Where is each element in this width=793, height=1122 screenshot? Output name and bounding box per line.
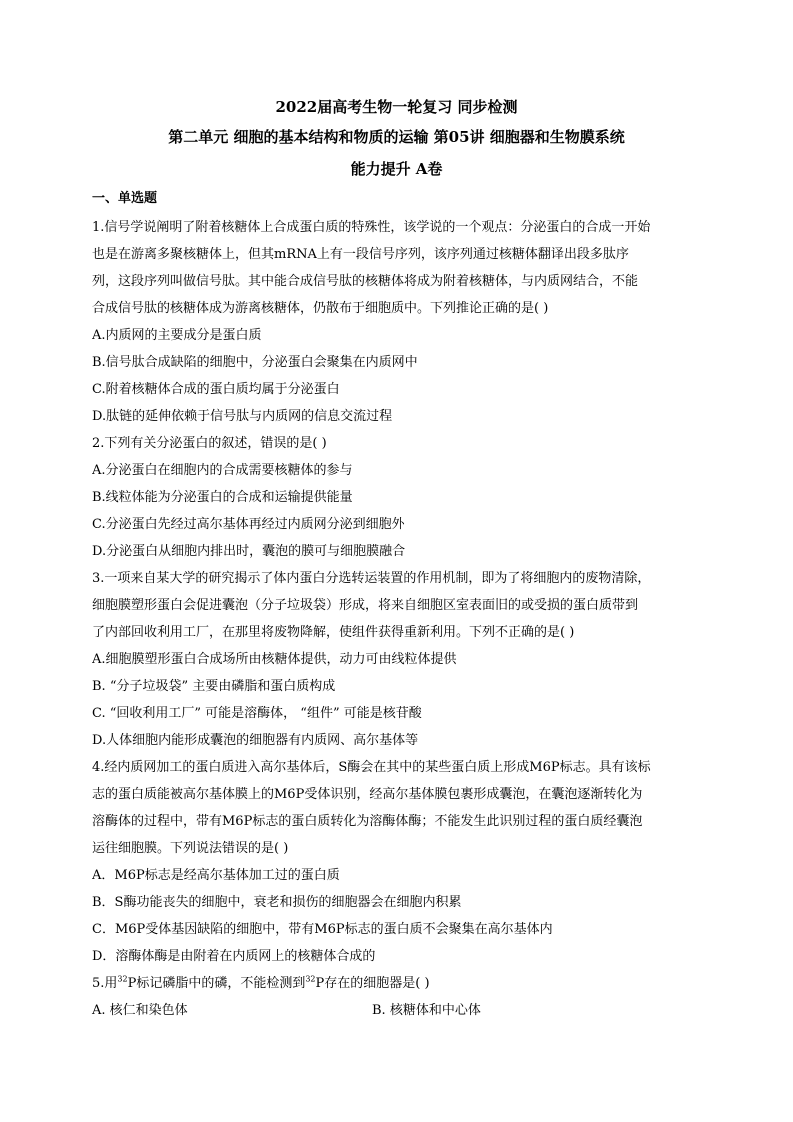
q1-stem-line-4: 合成信号肽的核糖体成为游离核糖体，仍散布于细胞质中。下列推论正确的是( ) [92, 301, 549, 316]
title-line-2: 第二单元 细胞的基本结构和物质的运输 第05讲 细胞器和生物膜系统 [168, 128, 625, 146]
q4-stem-line-2: 志的蛋白质能被高尔基体膜上的M6P受体识别，经高尔基体膜包裹形成囊泡，在囊泡逐渐转化为 [92, 787, 643, 802]
q4-option-b: B．S酶功能丧失的细胞中，衰老和损伤的细胞器会在细胞内积累 [92, 895, 462, 910]
q3-stem-line-3: 了内部回收利用工厂，在那里将废物降解，使组件获得重新利用。下列不正确的是( ) [92, 625, 575, 640]
q5-option-b: B. 核糖体和中心体 [372, 1003, 481, 1018]
q3-option-c: C. “回收利用工厂” 可能是溶酶体， “组件” 可能是核苷酸 [92, 706, 422, 721]
q5-stem [92, 970, 708, 997]
q2-stem: 2.下列有关分泌蛋白的叙述，错误的是( ) [92, 436, 327, 451]
title-line-3: 能力提升 A卷 [350, 160, 443, 178]
q5-stem-pre: 5.用 [92, 976, 118, 991]
q2-option-c: C.分泌蛋白先经过高尔基体再经过内质网分泌到细胞外 [92, 517, 405, 532]
q1-option-a: A.内质网的主要成分是蛋白质 [92, 328, 262, 343]
section-heading: 一、单选题 [92, 191, 158, 206]
q1-stem-line-2: 也是在游离多聚核糖体上，但其mRNA上有一段信号序列，该序列通过核糖体翻译出段多肽序 [92, 247, 629, 262]
q1-option-b: B.信号肽合成缺陷的细胞中，分泌蛋白会聚集在内质网中 [92, 355, 418, 370]
q1-option-c: C.附着核糖体合成的蛋白质均属于分泌蛋白 [92, 382, 340, 397]
q2-option-a: A.分泌蛋白在细胞内的合成需要核糖体的参与 [92, 463, 353, 478]
q2-option-b: B.线粒体能为分泌蛋白的合成和运输提供能量 [92, 490, 353, 505]
q2-option-d: D.分泌蛋白从细胞内排出时，囊泡的膜可与细胞膜融合 [92, 544, 406, 559]
q1-stem-line-3: 列，这段序列叫做信号肽。其中能合成信号肽的核糖体将成为附着核糖体，与内质网结合，不能 [92, 274, 639, 289]
q5-stem-mid: P标记磷脂中的磷，不能检测到 [127, 976, 306, 991]
q3-stem-line-2: 细胞膜塑形蛋白会促进囊泡（分子垃圾袋）形成，将来自细胞区室表面旧的或受损的蛋白质带到 [92, 598, 639, 613]
title-line-1: 2022届高考生物一轮复习 同步检测 [275, 98, 518, 116]
q4-stem-line-1: 4.经内质网加工的蛋白质进入高尔基体后，S酶会在其中的某些蛋白质上形成M6P标志。具有该标 [92, 760, 651, 775]
q1-option-d: D.肽链的延伸依赖于信号肽与内质网的信息交流过程 [92, 409, 393, 424]
q4-stem-line-4: 运往细胞膜。下列说法错误的是( ) [92, 841, 289, 856]
q4-option-a: A．M6P标志是经高尔基体加工过的蛋白质 [92, 868, 340, 883]
q1-stem-line-1: 1.信号学说阐明了附着核糖体上合成蛋白质的特殊性，该学说的一个观点：分泌蛋白的合成一开始 [92, 220, 651, 235]
q4-option-c: C．M6P受体基因缺陷的细胞中，带有M6P标志的蛋白质不会聚集在高尔基体内 [92, 922, 553, 937]
q5-superscript-2: 32 [305, 974, 316, 984]
q5-option-a: A. 核仁和染色体 [92, 1003, 188, 1018]
q5-superscript-1: 32 [117, 974, 128, 984]
question-list [92, 214, 708, 1024]
q5-stem-post: P存在的细胞器是( ) [315, 976, 430, 991]
q4-option-d: D．溶酶体酶是由附着在内质网上的核糖体合成的 [92, 949, 376, 964]
q3-option-d: D.人体细胞内能形成囊泡的细胞器有内质网、高尔基体等 [92, 733, 419, 748]
q3-stem-line-1: 3.一项来自某大学的研究揭示了体内蛋白分选转运装置的作用机制，即为了将细胞内的废物清除， [92, 571, 651, 586]
q5-options-row [92, 997, 708, 1024]
q3-option-b: B. “分子垃圾袋” 主要由磷脂和蛋白质构成 [92, 679, 336, 694]
q4-stem-line-3: 溶酶体的过程中，带有M6P标志的蛋白质转化为溶酶体酶；不能发生此识别过程的蛋白质经囊泡 [92, 814, 643, 829]
q3-option-a: A.细胞膜塑形蛋白合成场所由核糖体提供，动力可由线粒体提供 [92, 652, 457, 667]
